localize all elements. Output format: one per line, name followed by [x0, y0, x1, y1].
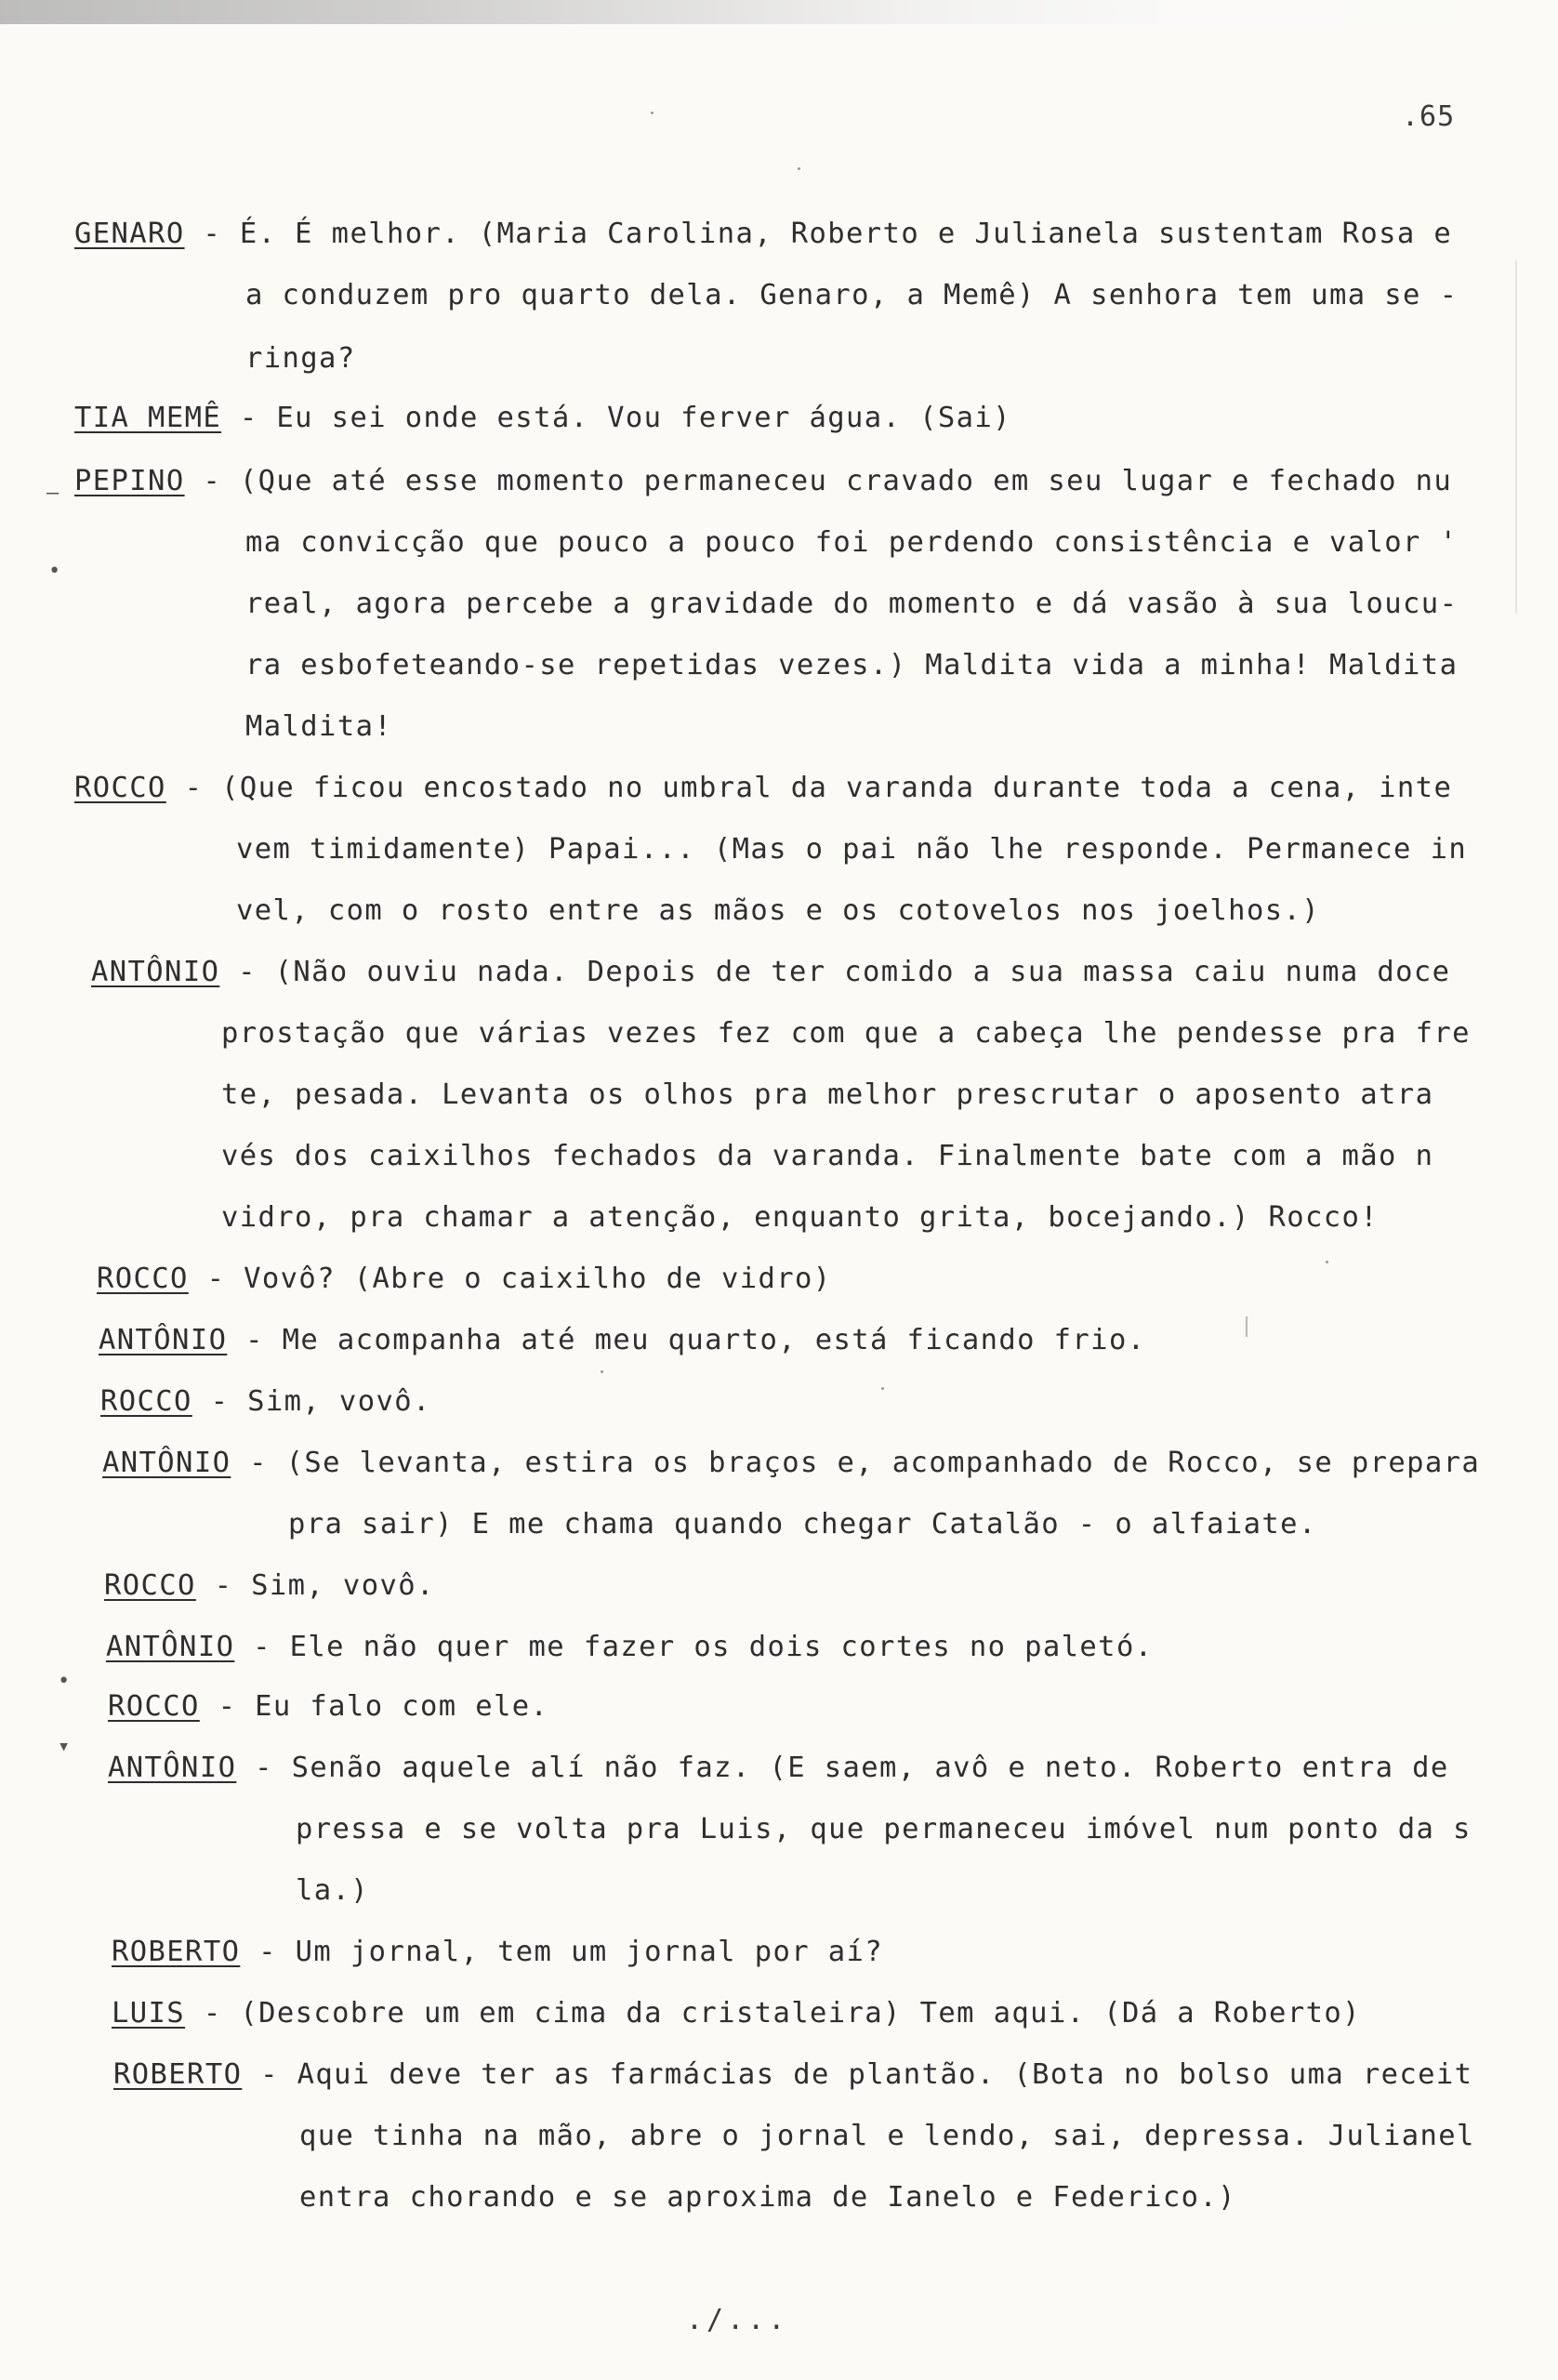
dialogue-line — [100, 1385, 431, 1418]
continuation-line — [236, 833, 1467, 866]
continuation-line — [245, 526, 1458, 559]
dialogue-line — [74, 772, 1452, 804]
continuation-line — [245, 649, 1458, 681]
continuation-line — [245, 342, 356, 375]
page-footer: ./... — [686, 2304, 789, 2336]
continuation-line — [221, 1140, 1433, 1172]
dialogue-line — [74, 465, 1452, 497]
line-text: pra sair) E me chama quando chegar Catalão - o alfaiate. — [288, 1508, 1317, 1540]
dialogue-line — [74, 402, 1011, 434]
continuation-line — [296, 1813, 1472, 1845]
line-text: - (Se levanta, estira os braços e, acompanhado de Rocco, se prepara — [231, 1447, 1481, 1479]
dialogue-line — [74, 218, 1452, 250]
line-text: - (Descobre um em cima da cristaleira) Tem aqui. (Dá a Roberto) — [185, 1997, 1361, 2030]
scan-speck — [798, 167, 800, 170]
dialogue-line — [91, 956, 1450, 988]
margin-mark: – — [46, 482, 59, 505]
line-text: - Sim, vovô. — [191, 1385, 431, 1418]
continuation-line — [288, 1508, 1317, 1540]
continuation-line — [296, 1874, 369, 1907]
line-text: - Me acompanha até meu quarto, está ficando frio. — [227, 1324, 1146, 1356]
margin-mark: ▾ — [58, 1735, 71, 1758]
line-text: prostação que várias vezes fez com que a cabeça lhe pendesse pra fre — [221, 1017, 1471, 1050]
line-text: - Senão aquele alí não faz. (E saem, avô e neto. Roberto entra de — [236, 1752, 1449, 1784]
scan-mark — [1515, 260, 1517, 614]
line-text: - Sim, vovô. — [195, 1569, 435, 1602]
line-text: entra chorando e se aproxima de Ianelo e Federico.) — [299, 2181, 1236, 2214]
line-text: pressa e se volta pra Luis, que permaneceu imóvel num ponto da s — [296, 1813, 1472, 1845]
line-text: - (Que até esse momento permaneceu cravado em seu lugar e fechado nu — [184, 465, 1453, 497]
speaker-name: ROCCO — [104, 1569, 196, 1602]
line-text: - Aqui deve ter as farmácias de plantão. (Bota no bolso uma receit — [242, 2058, 1473, 2091]
continuation-line — [245, 710, 392, 743]
line-text: - Eu sei onde está. Vou ferver água. (Sai) — [221, 402, 1011, 434]
dialogue-line — [97, 1263, 832, 1295]
line-text: vem timidamente) Papai... (Mas o pai não lhe responde. Permanece in — [236, 833, 1468, 866]
scan-speck — [651, 112, 654, 114]
continuation-line — [221, 1078, 1433, 1111]
line-text: - Eu falo com ele. — [199, 1690, 549, 1723]
line-text: - É. É melhor. (Maria Carolina, Roberto e Julianela sustentam Rosa e — [184, 218, 1453, 250]
speaker-name: ANTÔNIO — [108, 1752, 237, 1784]
scan-speck — [601, 1370, 603, 1373]
continuation-line — [245, 279, 1458, 311]
speaker-name: LUIS — [112, 1997, 186, 2030]
line-text: - (Que ficou encostado no umbral da varanda durante toda a cena, inte — [165, 772, 1453, 804]
margin-mark: • — [48, 560, 61, 583]
speaker-name: ROBERTO — [112, 1936, 241, 1968]
line-text: vidro, pra chamar a atenção, enquanto grita, bocejando.) Rocco! — [221, 1201, 1380, 1234]
continuation-line — [299, 2120, 1475, 2152]
dialogue-line — [108, 1752, 1449, 1784]
line-text: real, agora percebe a gravidade do momento e dá vasão à sua loucu- — [245, 588, 1459, 620]
line-text: - Ele não quer me fazer os dois cortes no paletó. — [234, 1631, 1154, 1663]
dialogue-line — [112, 1997, 1361, 2030]
line-text: a conduzem pro quarto dela. Genaro, a Memê) A senhora tem uma se - — [245, 279, 1459, 311]
continuation-line — [236, 894, 1320, 927]
continuation-line — [221, 1017, 1471, 1050]
continuation-line — [299, 2181, 1236, 2214]
speaker-name: ROCCO — [100, 1385, 192, 1418]
speaker-name: PEPINO — [74, 465, 185, 497]
margin-mark: • — [58, 1670, 71, 1693]
line-text: que tinha na mão, abre o jornal e lendo, sai, depressa. Julianel — [299, 2120, 1475, 2152]
speaker-name: ANTÔNIO — [106, 1631, 235, 1663]
dialogue-line — [112, 1936, 883, 1968]
line-text: Maldita! — [245, 710, 393, 743]
speaker-name: ROCCO — [74, 772, 166, 804]
continuation-line — [245, 588, 1458, 620]
speaker-name: ROCCO — [97, 1263, 189, 1295]
line-text: te, pesada. Levanta os olhos pra melhor prescrutar o aposento atra — [221, 1078, 1434, 1111]
continuation-line — [221, 1201, 1379, 1234]
speaker-name: ROBERTO — [113, 2058, 243, 2091]
scan-speck — [881, 1387, 884, 1390]
line-text: - Um jornal, tem um jornal por aí? — [240, 1936, 884, 1968]
dialogue-line — [99, 1324, 1145, 1356]
speaker-name: ANTÔNIO — [91, 956, 220, 988]
scan-mark — [1246, 1316, 1248, 1337]
line-text: vel, com o rosto entre as mãos e os cotovelos nos joelhos.) — [236, 894, 1320, 927]
dialogue-line — [113, 2058, 1472, 2091]
line-text: ra esbofeteando-se repetidas vezes.) Maldita vida a minha! Maldita — [245, 649, 1459, 681]
line-text: vés dos caixilhos fechados da varanda. Finalmente bate com a mão n — [221, 1140, 1434, 1172]
line-text: la.) — [296, 1874, 370, 1907]
line-text: - (Não ouviu nada. Depois de ter comido a sua massa caiu numa doce — [219, 956, 1451, 988]
speaker-name: ANTÔNIO — [99, 1324, 228, 1356]
line-text: ma convicção que pouco a pouco foi perdendo consistência e valor ' — [245, 526, 1459, 559]
scan-speck — [1326, 1261, 1328, 1263]
dialogue-line — [104, 1569, 435, 1602]
dialogue-line — [106, 1631, 1153, 1663]
speaker-name: ROCCO — [108, 1690, 200, 1723]
line-text: ringa? — [245, 342, 356, 375]
speaker-name: GENARO — [74, 218, 185, 250]
dialogue-line — [108, 1690, 548, 1723]
page-number: .65 — [1402, 100, 1456, 133]
dialogue-line — [102, 1447, 1480, 1479]
scan-top-edge — [0, 0, 1558, 24]
speaker-name: ANTÔNIO — [102, 1447, 231, 1479]
speaker-name: TIA MEMÊ — [74, 402, 222, 434]
line-text: - Vovô? (Abre o caixilho de vidro) — [188, 1263, 832, 1295]
